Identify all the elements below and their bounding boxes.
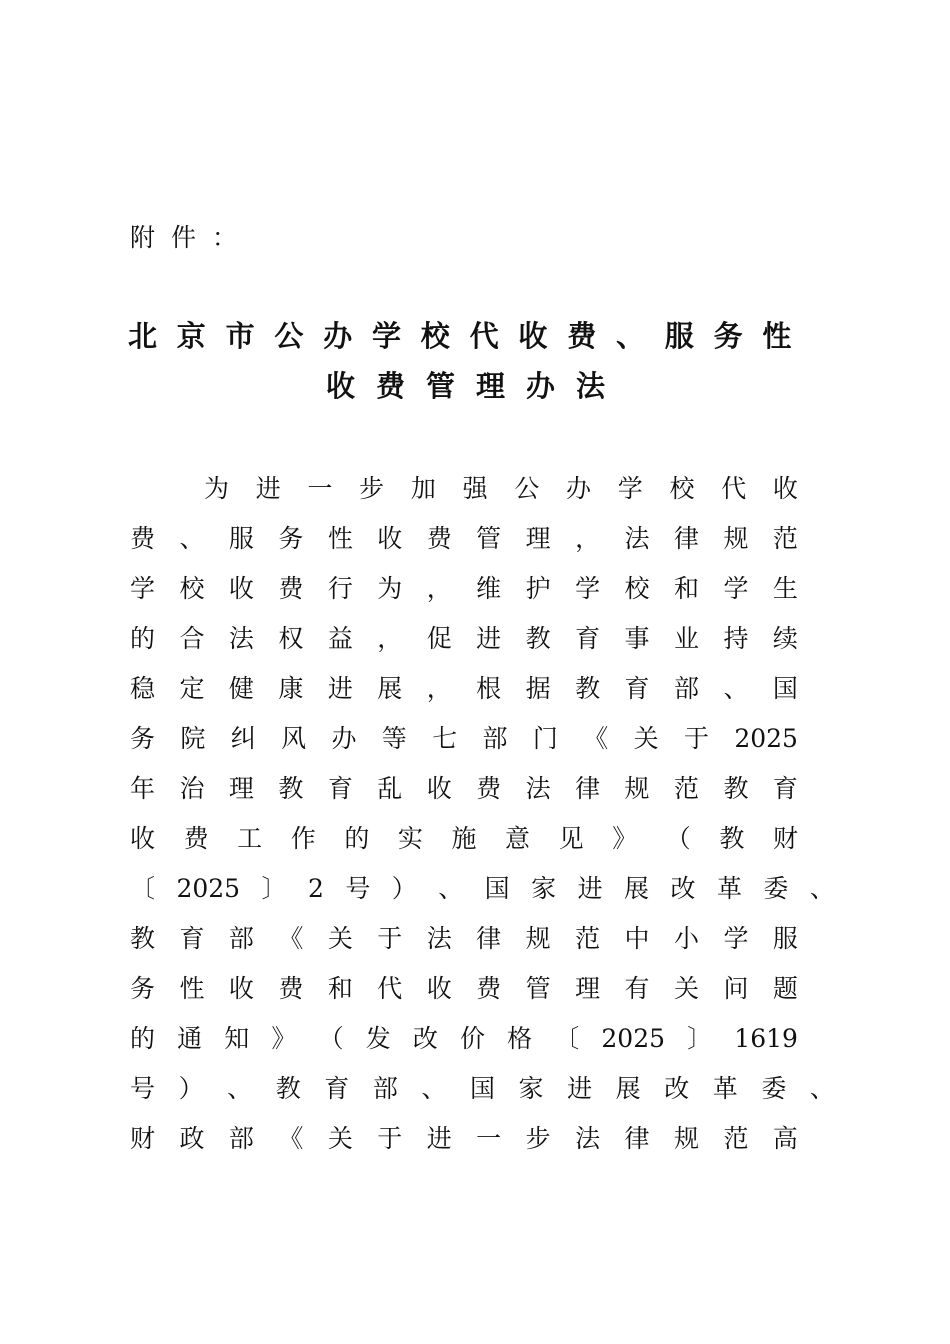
body-glyph: 1619 bbox=[734, 1024, 798, 1053]
body-glyph: 教 bbox=[278, 774, 304, 803]
body-glyph: ， bbox=[426, 574, 452, 603]
body-line bbox=[130, 721, 798, 757]
body-glyph: 律 bbox=[673, 524, 699, 553]
body-glyph: 《 bbox=[583, 724, 609, 753]
body-glyph: 教 bbox=[719, 824, 745, 853]
body-glyph: 规 bbox=[624, 774, 650, 803]
body-glyph: 格 bbox=[507, 1024, 533, 1053]
body-glyph: 财 bbox=[772, 824, 798, 853]
body-glyph: 促 bbox=[426, 624, 452, 653]
body-glyph: 规 bbox=[723, 524, 749, 553]
body-glyph: 校 bbox=[179, 574, 205, 603]
body-glyph: 范 bbox=[673, 774, 699, 803]
body-glyph: 纠 bbox=[230, 724, 256, 753]
body-glyph: 进 bbox=[327, 674, 353, 703]
body-glyph: 步 bbox=[359, 474, 385, 503]
body-glyph: 育 bbox=[772, 774, 798, 803]
body-glyph: 教 bbox=[525, 624, 551, 653]
body-glyph: 关 bbox=[673, 974, 699, 1003]
body-glyph: 、 bbox=[179, 524, 205, 553]
body-glyph: 号 bbox=[130, 1074, 156, 1103]
body-glyph: 于 bbox=[377, 1124, 403, 1153]
body-glyph: （ bbox=[665, 824, 691, 853]
body-glyph: 于 bbox=[683, 724, 709, 753]
body-glyph: 一 bbox=[307, 474, 333, 503]
body-glyph: 《 bbox=[278, 1124, 304, 1153]
body-glyph: 办 bbox=[566, 474, 592, 503]
body-glyph: 维 bbox=[476, 574, 502, 603]
body-glyph: 康 bbox=[278, 674, 304, 703]
body-glyph: 、 bbox=[227, 1074, 253, 1103]
body-glyph: 根 bbox=[476, 674, 502, 703]
body-glyph: 《 bbox=[278, 924, 304, 953]
body-glyph: 学 bbox=[575, 574, 601, 603]
body-line bbox=[130, 1021, 798, 1057]
body-glyph: 改 bbox=[670, 874, 696, 903]
body-glyph: 进 bbox=[476, 624, 502, 653]
body-glyph: 关 bbox=[633, 724, 659, 753]
body-glyph: 乱 bbox=[377, 774, 403, 803]
body-glyph: 〔 bbox=[554, 1024, 580, 1053]
body-glyph: 部 bbox=[482, 724, 508, 753]
body-glyph: 的 bbox=[130, 1024, 156, 1053]
body-glyph: 理 bbox=[525, 524, 551, 553]
body-glyph: 施 bbox=[451, 824, 477, 853]
body-glyph: 于 bbox=[377, 924, 403, 953]
body-glyph: 业 bbox=[673, 624, 699, 653]
body-glyph: 务 bbox=[130, 724, 156, 753]
body-line bbox=[130, 521, 798, 557]
body-line bbox=[204, 471, 798, 507]
body-glyph: 费 bbox=[278, 974, 304, 1003]
body-glyph: 、 bbox=[723, 674, 749, 703]
body-glyph: 办 bbox=[331, 724, 357, 753]
body-glyph: 七 bbox=[432, 724, 458, 753]
body-glyph: 益 bbox=[327, 624, 353, 653]
body-glyph: 家 bbox=[518, 1074, 544, 1103]
body-glyph: 权 bbox=[278, 624, 304, 653]
body-glyph: 革 bbox=[716, 874, 742, 903]
body-glyph: 合 bbox=[179, 624, 205, 653]
body-glyph: 部 bbox=[673, 674, 699, 703]
body-glyph: 2025 bbox=[601, 1024, 666, 1053]
body-glyph: 》 bbox=[612, 824, 638, 853]
body-glyph: 性 bbox=[179, 974, 205, 1003]
body-glyph: 工 bbox=[237, 824, 263, 853]
body-glyph: 费 bbox=[426, 524, 452, 553]
body-glyph: 理 bbox=[228, 774, 254, 803]
body-glyph: 收 bbox=[772, 474, 798, 503]
body-glyph: 革 bbox=[712, 1074, 738, 1103]
body-glyph: 服 bbox=[772, 924, 798, 953]
body-glyph: 费 bbox=[476, 774, 502, 803]
body-glyph: 学 bbox=[723, 574, 749, 603]
body-glyph: 的 bbox=[130, 624, 156, 653]
body-glyph: 稳 bbox=[130, 674, 156, 703]
body-glyph: 国 bbox=[772, 674, 798, 703]
body-glyph: 教 bbox=[723, 774, 749, 803]
body-glyph: 和 bbox=[673, 574, 699, 603]
body-glyph: 国 bbox=[469, 1074, 495, 1103]
body-glyph: 费 bbox=[130, 524, 156, 553]
body-glyph: 生 bbox=[772, 574, 798, 603]
body-glyph: 展 bbox=[377, 674, 403, 703]
body-glyph: 费 bbox=[278, 574, 304, 603]
body-glyph: 收 bbox=[426, 774, 452, 803]
body-line bbox=[130, 971, 798, 1007]
body-line bbox=[130, 921, 798, 957]
body-glyph: 费 bbox=[183, 824, 209, 853]
body-glyph: 育 bbox=[324, 1074, 350, 1103]
body-glyph: 法 bbox=[228, 624, 254, 653]
body-glyph: 费 bbox=[476, 974, 502, 1003]
body-glyph: 风 bbox=[281, 724, 307, 753]
body-line bbox=[130, 571, 798, 607]
body-glyph: 育 bbox=[327, 774, 353, 803]
body-glyph: 年 bbox=[130, 774, 156, 803]
body-glyph: 代 bbox=[721, 474, 747, 503]
body-glyph: 代 bbox=[377, 974, 403, 1003]
body-line bbox=[130, 621, 798, 657]
body-glyph: 规 bbox=[525, 924, 551, 953]
body-glyph: 、 bbox=[809, 874, 835, 903]
body-glyph: 问 bbox=[723, 974, 749, 1003]
body-glyph: 学 bbox=[130, 574, 156, 603]
body-glyph: 学 bbox=[617, 474, 643, 503]
body-glyph: 强 bbox=[462, 474, 488, 503]
body-glyph: 国 bbox=[484, 874, 510, 903]
body-glyph: 有 bbox=[624, 974, 650, 1003]
body-glyph: 收 bbox=[377, 524, 403, 553]
body-glyph: 院 bbox=[180, 724, 206, 753]
body-glyph: 部 bbox=[372, 1074, 398, 1103]
body-glyph: 2 bbox=[307, 874, 324, 903]
body-glyph: 进 bbox=[567, 1074, 593, 1103]
body-glyph: 管 bbox=[525, 974, 551, 1003]
body-glyph: 律 bbox=[476, 924, 502, 953]
body-glyph: 〕 bbox=[261, 874, 287, 903]
body-glyph: 小 bbox=[673, 924, 699, 953]
body-glyph: 律 bbox=[624, 1124, 650, 1153]
body-glyph: 为 bbox=[204, 474, 230, 503]
body-glyph: 法 bbox=[426, 924, 452, 953]
body-glyph: 委 bbox=[761, 1074, 787, 1103]
body-glyph: 》 bbox=[271, 1024, 297, 1053]
body-glyph: 见 bbox=[558, 824, 584, 853]
body-glyph: 展 bbox=[615, 1074, 641, 1103]
body-glyph: 进 bbox=[426, 1124, 452, 1153]
body-glyph: 收 bbox=[228, 574, 254, 603]
body-glyph: ） bbox=[178, 1074, 204, 1103]
body-glyph: 意 bbox=[505, 824, 531, 853]
body-glyph: 持 bbox=[723, 624, 749, 653]
body-line bbox=[130, 1121, 798, 1157]
attachment-label: 附件： bbox=[130, 223, 254, 252]
body-glyph: 、 bbox=[421, 1074, 447, 1103]
body-glyph: ， bbox=[575, 524, 601, 553]
body-glyph: ， bbox=[426, 674, 452, 703]
body-glyph: 实 bbox=[397, 824, 423, 853]
body-glyph: 展 bbox=[624, 874, 650, 903]
body-glyph: 〕 bbox=[687, 1024, 713, 1053]
body-glyph: 法 bbox=[525, 774, 551, 803]
body-glyph: 服 bbox=[228, 524, 254, 553]
body-glyph: 范 bbox=[575, 924, 601, 953]
body-line bbox=[130, 771, 798, 807]
body-glyph: 步 bbox=[525, 1124, 551, 1153]
body-glyph: 续 bbox=[772, 624, 798, 653]
body-glyph: 法 bbox=[575, 1124, 601, 1153]
body-glyph: 校 bbox=[669, 474, 695, 503]
body-glyph: 公 bbox=[514, 474, 540, 503]
body-glyph: 理 bbox=[575, 974, 601, 1003]
body-glyph: 改 bbox=[412, 1024, 438, 1053]
body-glyph: 加 bbox=[410, 474, 436, 503]
body-glyph: 作 bbox=[290, 824, 316, 853]
body-glyph: 政 bbox=[179, 1124, 205, 1153]
body-glyph: 教 bbox=[575, 674, 601, 703]
body-glyph: 高 bbox=[772, 1124, 798, 1153]
body-glyph: 题 bbox=[772, 974, 798, 1003]
body-glyph: 发 bbox=[365, 1024, 391, 1053]
body-glyph: 学 bbox=[723, 924, 749, 953]
body-glyph: 中 bbox=[624, 924, 650, 953]
body-glyph: 育 bbox=[624, 674, 650, 703]
body-glyph: 务 bbox=[130, 974, 156, 1003]
body-glyph: 通 bbox=[177, 1024, 203, 1053]
body-glyph: 行 bbox=[327, 574, 353, 603]
body-glyph: 价 bbox=[459, 1024, 485, 1053]
body-glyph: 的 bbox=[344, 824, 370, 853]
body-glyph: 、 bbox=[809, 1074, 835, 1103]
body-glyph: 等 bbox=[381, 724, 407, 753]
body-glyph: 规 bbox=[673, 1124, 699, 1153]
body-glyph: 性 bbox=[327, 524, 353, 553]
body-glyph: 改 bbox=[664, 1074, 690, 1103]
body-glyph: 一 bbox=[476, 1124, 502, 1153]
body-glyph: 部 bbox=[228, 1124, 254, 1153]
document-title-line-2: 收费管理办法 bbox=[326, 369, 627, 403]
body-glyph: 进 bbox=[255, 474, 281, 503]
body-glyph: 收 bbox=[426, 974, 452, 1003]
body-glyph: 家 bbox=[531, 874, 557, 903]
body-line bbox=[130, 671, 798, 707]
body-glyph: 范 bbox=[723, 1124, 749, 1153]
body-glyph: ） bbox=[391, 874, 417, 903]
body-glyph: 治 bbox=[179, 774, 205, 803]
body-glyph: （ bbox=[318, 1024, 344, 1053]
body-glyph: 育 bbox=[179, 924, 205, 953]
body-line bbox=[130, 821, 798, 857]
body-glyph: 定 bbox=[179, 674, 205, 703]
body-glyph: 健 bbox=[228, 674, 254, 703]
body-glyph: 2025 bbox=[176, 874, 241, 903]
body-glyph: 教 bbox=[130, 924, 156, 953]
body-glyph: 号 bbox=[345, 874, 371, 903]
body-glyph: 收 bbox=[228, 974, 254, 1003]
document-title-line-1: 北京市公办学校代收费、服务性 bbox=[128, 319, 812, 353]
body-glyph: 关 bbox=[327, 1124, 353, 1153]
body-glyph: 和 bbox=[327, 974, 353, 1003]
body-glyph: 法 bbox=[624, 524, 650, 553]
body-glyph: 委 bbox=[763, 874, 789, 903]
body-line bbox=[130, 871, 835, 907]
body-glyph: 〔 bbox=[130, 874, 156, 903]
body-glyph: 财 bbox=[130, 1124, 156, 1153]
body-glyph: 知 bbox=[224, 1024, 250, 1053]
body-glyph: 范 bbox=[772, 524, 798, 553]
body-glyph: 事 bbox=[624, 624, 650, 653]
body-glyph: 、 bbox=[438, 874, 464, 903]
body-glyph: 教 bbox=[275, 1074, 301, 1103]
body-line bbox=[130, 1071, 835, 1107]
body-glyph: 管 bbox=[476, 524, 502, 553]
body-glyph: 务 bbox=[278, 524, 304, 553]
body-glyph: 部 bbox=[228, 924, 254, 953]
body-glyph: 进 bbox=[577, 874, 603, 903]
body-glyph: 收 bbox=[130, 824, 156, 853]
body-glyph: 门 bbox=[532, 724, 558, 753]
body-glyph: 2025 bbox=[734, 724, 798, 753]
body-glyph: 为 bbox=[377, 574, 403, 603]
body-glyph: 关 bbox=[327, 924, 353, 953]
body-glyph: 据 bbox=[525, 674, 551, 703]
body-glyph: 育 bbox=[575, 624, 601, 653]
body-glyph: 校 bbox=[624, 574, 650, 603]
body-glyph: 护 bbox=[525, 574, 551, 603]
body-glyph: ， bbox=[377, 624, 403, 653]
body-glyph: 律 bbox=[575, 774, 601, 803]
